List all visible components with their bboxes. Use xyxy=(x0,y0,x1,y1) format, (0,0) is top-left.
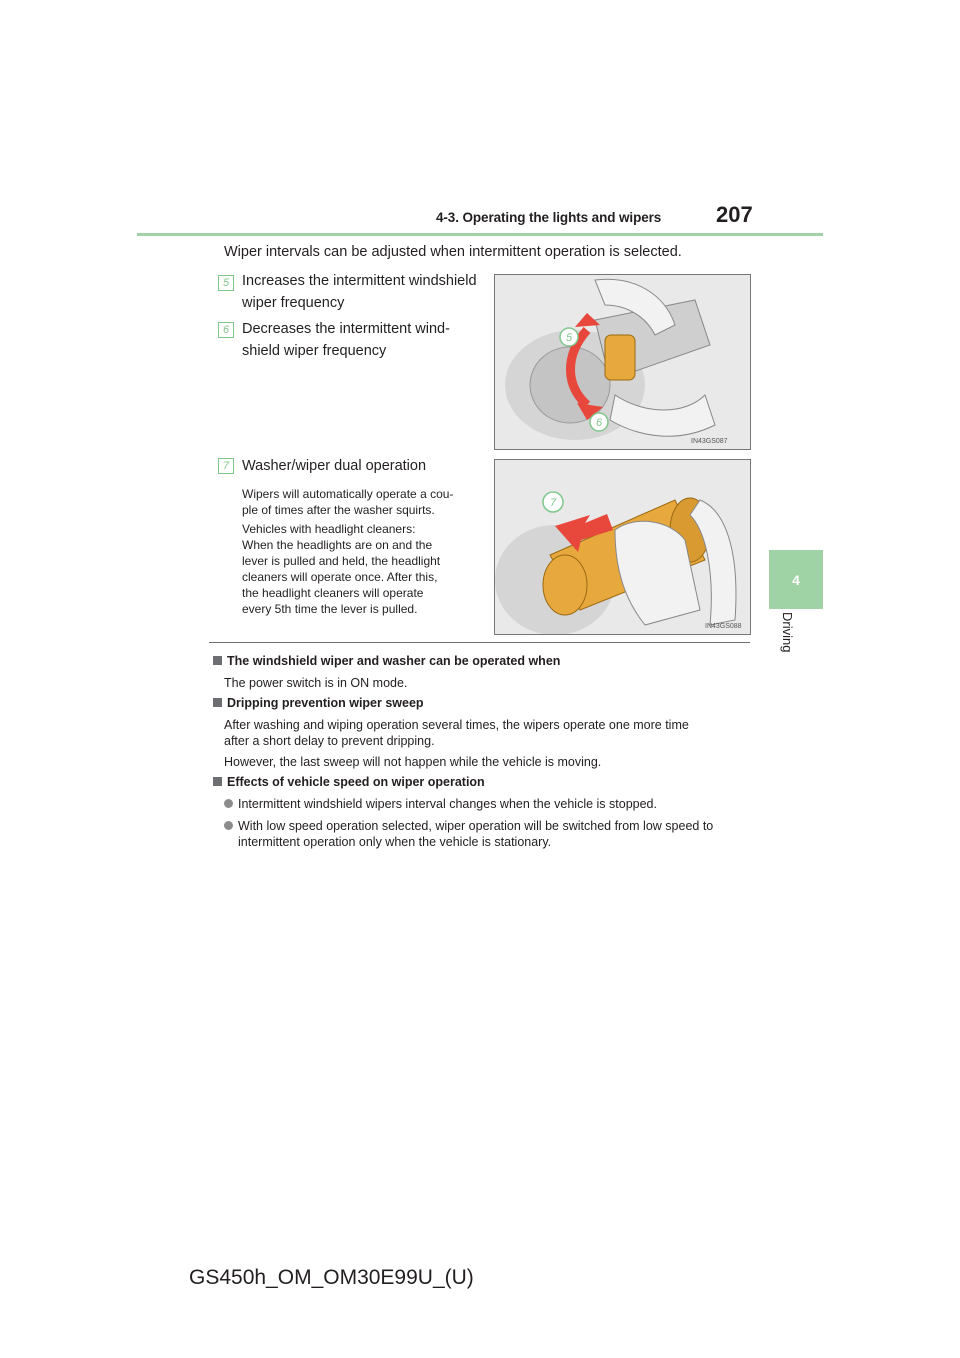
note-1-text: The power switch is in ON mode. xyxy=(224,676,408,690)
note-3-bullet-1 xyxy=(224,796,657,812)
note-2-line2: lever is pulled and held, the headlight xyxy=(242,554,441,568)
note-3-bullet-1-text: Intermittent windshield wipers interval changes when the vehicle is stopped. xyxy=(238,797,657,811)
document-code: GS450h_OM_OM30E99U_(U) xyxy=(189,1266,474,1289)
item-7-note-1 xyxy=(242,486,482,518)
note-3-heading-text: Effects of vehicle speed on wiper operation xyxy=(227,775,485,789)
square-bullet-icon xyxy=(213,777,222,786)
section-separator xyxy=(209,642,750,643)
round-bullet-icon xyxy=(224,799,233,808)
item-6-line1: Decreases the intermittent wind- xyxy=(242,321,450,337)
note-2-text2: However, the last sweep will not happen while the vehicle is moving. xyxy=(224,755,602,769)
note-1-heading xyxy=(213,654,560,668)
wiper-interval-figure xyxy=(494,274,751,450)
note-2-text-line2: after a short delay to prevent dripping. xyxy=(224,734,435,748)
square-bullet-icon xyxy=(213,698,222,707)
fig2-code: IN43GS088 xyxy=(705,623,742,630)
item-7-note-2 xyxy=(242,521,482,617)
note-1-line2: ple of times after the washer squirts. xyxy=(242,503,435,517)
item-6-line2: shield wiper frequency xyxy=(242,343,387,359)
round-bullet-icon xyxy=(224,821,233,830)
note-2-heading-text: Dripping prevention wiper sweep xyxy=(227,696,424,710)
fig2-callout-7: 7 xyxy=(549,497,557,509)
washer-figure xyxy=(494,459,751,635)
fig1-callout-5: 5 xyxy=(565,332,573,344)
note-3-bullet-2-line1: With low speed operation selected, wiper operation will be switched from low speed to xyxy=(238,819,714,833)
chapter-number: 4 xyxy=(792,572,800,588)
intro-text: Wiper intervals can be adjusted when intermittent operation is selected. xyxy=(224,244,682,260)
note-3-bullet-2-line2: intermittent operation only when the vehicle is stationary. xyxy=(238,835,552,849)
chapter-label-wrap xyxy=(779,612,797,672)
fig1-code: IN43GS087 xyxy=(691,438,728,445)
item-5-text xyxy=(242,270,482,314)
item-number-5: 5 xyxy=(218,275,234,291)
note-3-bullet-2 xyxy=(224,818,754,850)
item-number-6: 6 xyxy=(218,322,234,338)
note-3-heading xyxy=(213,775,485,789)
note-2-text xyxy=(224,717,749,749)
item-6-text xyxy=(242,318,482,362)
item-number-7: 7 xyxy=(218,458,234,474)
note-2-heading: Vehicles with headlight cleaners: xyxy=(242,522,416,536)
note-2-line3: cleaners will operate once. After this, xyxy=(242,570,438,584)
square-bullet-icon xyxy=(213,656,222,665)
item-5-line1: Increases the intermittent windshield xyxy=(242,273,477,289)
note-2-line5: every 5th time the lever is pulled. xyxy=(242,602,418,616)
note-2-heading xyxy=(213,696,424,710)
washer-illustration xyxy=(495,460,750,634)
note-2-text-line1: After washing and wiping operation several times, the wipers operate one more time xyxy=(224,718,689,732)
header-rule xyxy=(137,233,823,236)
note-2-line4: the headlight cleaners will operate xyxy=(242,586,424,600)
item-7-text: Washer/wiper dual operation xyxy=(242,458,427,474)
wiper-interval-illustration xyxy=(495,275,750,449)
item-5-line2: wiper frequency xyxy=(242,295,345,311)
chapter-label: Driving xyxy=(780,612,795,653)
fig1-callout-6: 6 xyxy=(595,417,603,429)
note-1-heading-text: The windshield wiper and washer can be operated when xyxy=(227,654,561,668)
page-number: 207 xyxy=(716,202,753,227)
note-2-line1: When the headlights are on and the xyxy=(242,538,433,552)
note-1-line1: Wipers will automatically operate a cou- xyxy=(242,487,454,501)
section-title: 4-3. Operating the lights and wipers xyxy=(436,210,662,225)
